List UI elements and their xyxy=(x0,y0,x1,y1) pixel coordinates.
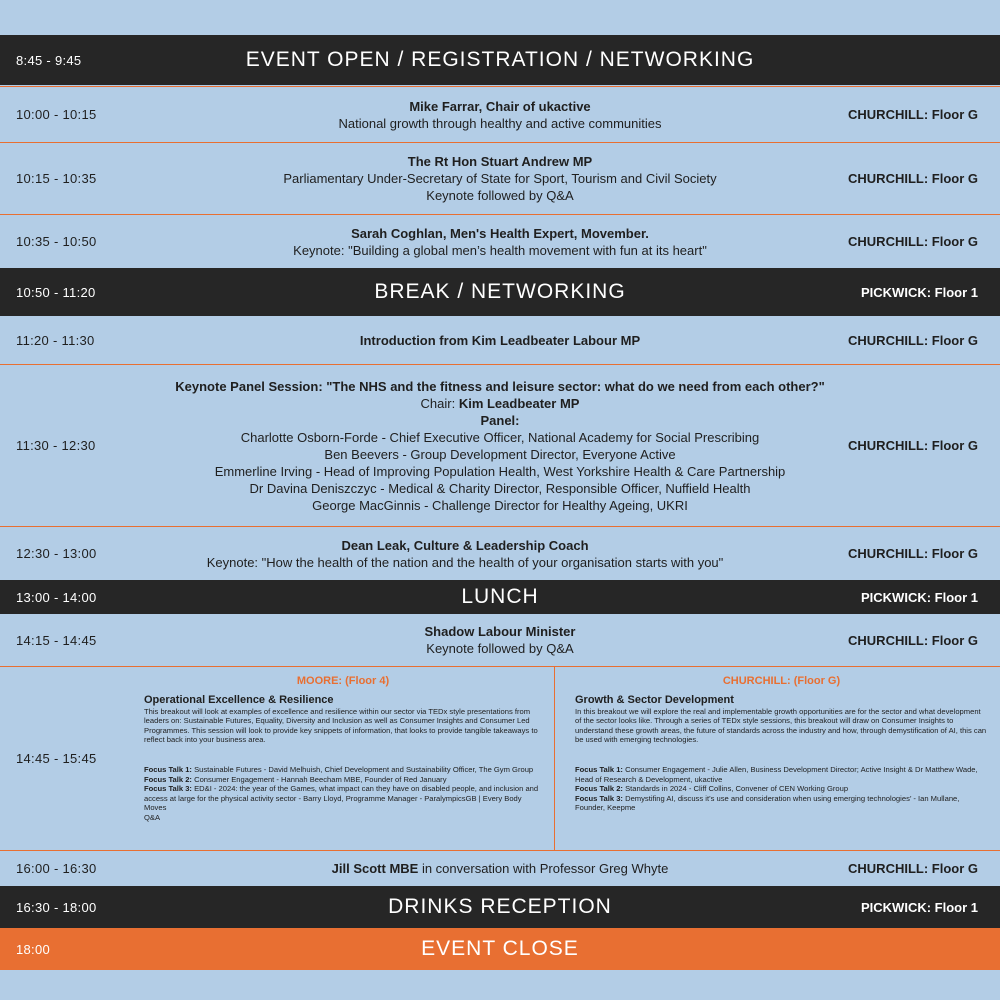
focus-talk xyxy=(144,784,542,813)
row-event-close xyxy=(0,928,1000,970)
row-title: EVENT CLOSE xyxy=(421,937,579,960)
chair-name: Kim Leadbeater MP xyxy=(458,395,580,411)
focus-talk xyxy=(575,765,988,784)
focus-talk xyxy=(575,794,988,813)
row-break xyxy=(0,268,1000,316)
session-subtitle: Keynote: "Building a global men’s health movement with fun at its heart" xyxy=(293,242,707,258)
session-subtitle: Keynote: "How the health of the nation and the health of your organisation starts with you" xyxy=(206,554,724,570)
time: 8:45 - 9:45 xyxy=(16,52,82,68)
breakout-moore xyxy=(124,667,554,850)
time: 14:45 - 15:45 xyxy=(16,751,97,766)
venue: CHURCHILL: Floor G xyxy=(848,171,978,186)
speaker: Dean Leak, Culture & Leadership Coach xyxy=(341,537,589,553)
speaker: The Rt Hon Stuart Andrew MP xyxy=(407,154,593,169)
row-title: DRINKS RECEPTION xyxy=(388,895,612,918)
venue: CHURCHILL: Floor G xyxy=(848,234,978,249)
time: 14:15 - 14:45 xyxy=(16,632,97,648)
time: 10:35 - 10:50 xyxy=(16,234,97,249)
focus-talk-label: Focus Talk 3: xyxy=(575,793,623,803)
panel-chair xyxy=(110,395,890,412)
session-text xyxy=(140,860,860,877)
row-session xyxy=(0,214,1000,268)
venue: CHURCHILL: Floor G xyxy=(848,438,978,453)
panelist: Charlotte Osborn-Forde - Chief Executive Officer, National Academy for Social Prescribing xyxy=(240,429,760,445)
session-text xyxy=(110,537,820,571)
venue: CHURCHILL: Floor G xyxy=(848,546,978,561)
venue: PICKWICK: Floor 1 xyxy=(861,899,978,915)
breakout-title: Operational Excellence & Resilience xyxy=(144,693,334,706)
speaker: Introduction from Kim Leadbeater Labour MP xyxy=(359,332,641,348)
panel-text xyxy=(110,378,890,514)
panelist: Dr Davina Deniszczyc - Medical & Charity Director, Responsible Officer, Nuffield Health xyxy=(249,480,751,496)
speaker: Jill Scott MBE xyxy=(331,861,419,876)
breakout-description: In this breakout we will explore the real and implementable growth opportunities are for the sector and what development of the sector looks like. Through a series of TEDx style sessions, this breakout will draw on Consumer Insights to understand these growth areas, the future of standards across the industry and how, through demystification of AI, this can be used with emerging technologies. xyxy=(575,706,987,745)
row-session xyxy=(0,850,1000,886)
focus-talk xyxy=(575,784,988,794)
time: 10:50 - 11:20 xyxy=(16,284,96,300)
panelist: Emmerline Irving - Head of Improving Population Health, West Yorkshire Health & Care Partnership xyxy=(214,463,786,479)
venue: PICKWICK: Floor 1 xyxy=(861,284,978,300)
row-drinks xyxy=(0,886,1000,928)
time: 13:00 - 14:00 xyxy=(16,589,97,605)
row-event-open xyxy=(0,35,1000,85)
session-subtitle: National growth through healthy and active communities xyxy=(338,115,662,131)
breakout-description: This breakout will look at examples of excellence and resilience within our sector via TEDx style presentations from leaders on: Sustainable Futures, Equality, Diversity and Inclusion as well as Consumer Insights and Consumer Led Programmes. This session will look to provide key snippets of information, that looks to provide tangible takeaways to reflect back into your business area. xyxy=(144,706,538,745)
breakout-churchill xyxy=(555,667,1000,850)
time: 11:20 - 11:30 xyxy=(16,332,95,348)
session-subtitle: in conversation with Professor Greg Whyte xyxy=(418,861,669,876)
focus-talk-label: Focus Talk 2: xyxy=(575,784,623,794)
breakout-room: MOORE: (Floor 4) xyxy=(296,675,390,687)
time: 16:30 - 18:00 xyxy=(16,899,97,915)
row-panel xyxy=(0,364,1000,526)
focus-talk-label: Focus Talk 1: xyxy=(575,764,623,774)
focus-talk-text: Sustainable Futures - David Melhuish, Chief Development and Sustainability Officer, The Gym Group xyxy=(191,764,534,774)
venue: CHURCHILL: Floor G xyxy=(848,632,978,648)
breakout-title: Growth & Sector Development xyxy=(575,693,734,706)
panelist: Ben Beevers - Group Development Director, Everyone Active xyxy=(324,446,676,462)
focus-talk xyxy=(144,775,542,785)
focus-talk-text: Consumer Engagement - Julie Allen, Business Development Director; Active Insight & Dr Matthew Wade, Head of Research & Development, ukactive xyxy=(575,764,978,784)
focus-talk-label: Focus Talk 2: xyxy=(144,774,192,784)
time: 10:00 - 10:15 xyxy=(16,107,97,122)
row-title: BREAK / NETWORKING xyxy=(374,280,626,303)
breakout-room: CHURCHILL: (Floor G) xyxy=(722,675,841,687)
row-breakouts xyxy=(0,666,1000,850)
focus-talk-text: Standards in 2024 - Cliff Collins, Convener of CEN Working Group xyxy=(622,784,849,794)
row-session xyxy=(0,316,1000,364)
time: 11:30 - 12:30 xyxy=(16,438,96,453)
focus-talk xyxy=(144,765,542,775)
time: 18:00 xyxy=(16,941,51,957)
focus-talk-text: Consumer Engagement - Hannah Beecham MBE, Founder of Red January xyxy=(191,774,447,784)
session-text xyxy=(140,98,860,132)
session-subtitle: Parliamentary Under-Secretary of State for Sport, Tourism and Civil Society xyxy=(283,171,717,186)
qa-label: Q&A xyxy=(144,812,161,822)
panel-title: Keynote Panel Session: "The NHS and the fitness and leisure sector: what do we need from each other?" xyxy=(175,378,825,394)
row-title: EVENT OPEN / REGISTRATION / NETWORKING xyxy=(245,48,755,71)
session-text xyxy=(140,153,860,204)
time: 12:30 - 13:00 xyxy=(16,546,97,561)
focus-talk-text: Demystifing AI, discuss it’s use and consideration when using emerging technologies’ - Ian Mullane, Founder, Keepme xyxy=(575,793,960,813)
speaker: Mike Farrar, Chair of ukactive xyxy=(409,98,591,114)
venue: CHURCHILL: Floor G xyxy=(848,107,978,122)
row-title: LUNCH xyxy=(461,585,539,608)
time: 10:15 - 10:35 xyxy=(16,171,97,186)
focus-talk-label: Focus Talk 1: xyxy=(144,764,192,774)
time: 16:00 - 16:30 xyxy=(16,861,97,876)
session-subtitle: Keynote followed by Q&A xyxy=(426,641,574,656)
chair-label: Chair: xyxy=(420,395,459,411)
session-text xyxy=(140,332,860,349)
speaker: Sarah Coghlan, Men's Health Expert, Movember. xyxy=(351,225,649,241)
row-session xyxy=(0,614,1000,666)
row-session xyxy=(0,526,1000,580)
focus-talk-text: ED&I - 2024: the year of the Games, what impact can they have on disabled people, and inclusion and access at large for the physical activity sector - Barry Lloyd, Programme Manager - ParalympicsGB | Every Body Moves xyxy=(144,784,539,813)
session-text xyxy=(140,225,860,259)
panelist: George MacGinnis - Challenge Director for Healthy Ageing, UKRI xyxy=(312,497,688,513)
session-subtitle: Keynote followed by Q&A xyxy=(426,188,574,203)
panel-label: Panel: xyxy=(480,412,520,428)
session-text xyxy=(140,623,860,657)
row-session xyxy=(0,142,1000,214)
venue: PICKWICK: Floor 1 xyxy=(861,589,978,605)
venue: CHURCHILL: Floor G xyxy=(848,332,978,348)
speaker: Shadow Labour Minister xyxy=(424,624,576,639)
row-session xyxy=(0,86,1000,142)
row-lunch xyxy=(0,580,1000,614)
venue: CHURCHILL: Floor G xyxy=(848,861,978,876)
focus-talk-label: Focus Talk 3: xyxy=(144,784,192,794)
